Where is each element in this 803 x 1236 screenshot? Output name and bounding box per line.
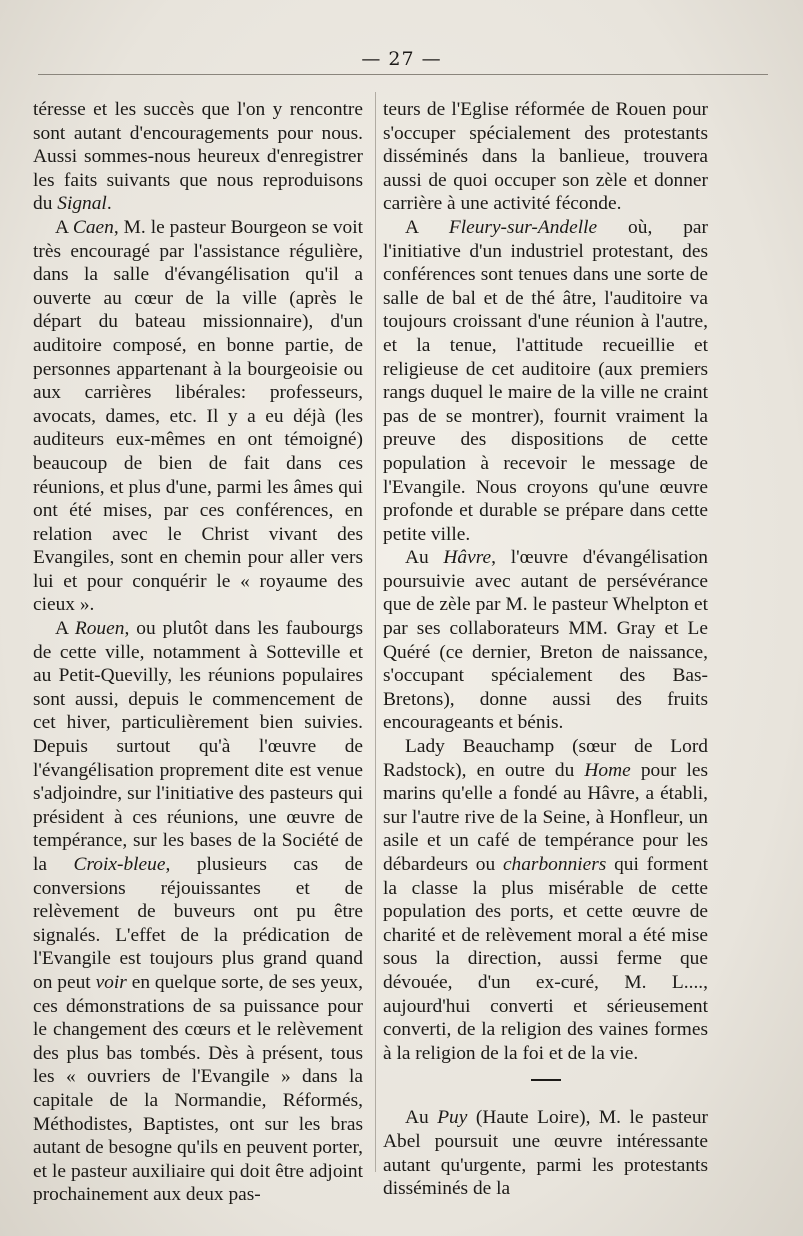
text-run: , M. le pasteur Bourgeon se voit très encouragé par l'assistance régulière, dans la salle d'évangélisation qu'il a ouverte au cœur de la ville (après le départ du bateau missionnaire), d'un auditoire composé, en bonne partie, de personnes appartenant à la bourgeoisie ou aux carrières libérales: professeurs, avocats, dames, etc. Il y a eu déjà (les auditeurs eux-mêmes en ont témoigné) beaucoup de bien de fait dans ces réunions, et plus d'une, parmi les âmes qui ont été mises, par ces conférences, en relation avec le Christ vivant des Evangiles, sont en chemin pour aller vers lui et pour conquérir le « royaume des cieux ». <box>33 216 364 616</box>
paragraph <box>383 546 708 735</box>
italic-text: Caen <box>72 216 114 238</box>
italic-text: Puy <box>437 1107 468 1129</box>
text-run: téresse et les succès que l'on y rencontre sont autant d'encouragements pour nous. Aussi sommes-nous heureux d'enregistrer les faits suivants que nous reproduisons du <box>33 99 363 215</box>
text-run: A <box>405 216 449 238</box>
text-run: pour les marins qu'elle a fondé au Hâvre, a établi, sur l'autre rive de la Seine, à Honfleur, un asile et un café de tempérance pour les débardeurs ou <box>383 759 708 875</box>
italic-text: charbonniers <box>502 854 607 875</box>
header-rule <box>38 74 768 75</box>
section-separator <box>531 1079 561 1081</box>
text-run: Lady Beauchamp (sœur de Lord Radstock), en outre du <box>383 736 708 781</box>
left-column <box>33 98 363 1207</box>
paragraph <box>383 98 708 216</box>
italic-text: Fleury-sur-Andelle <box>448 216 598 238</box>
text-run: teurs de l'Eglise réformée de Rouen pour s'occuper spécialement des protestants disséminés dans la banlieue, trouvera aussi de quoi occuper son zèle et donner carrière à une activité féconde. <box>383 99 708 215</box>
italic-text: Croix-bleue <box>73 854 166 875</box>
text-run: Au <box>405 547 444 569</box>
italic-text: Signal <box>57 193 107 215</box>
text-run: , l'œuvre d'évangélisation poursuivie avec autant de persévérance que de zèle par M. le pasteur Whelpton et par ses collaborateurs MM. Gray et Le Quéré (ce dernier, Breton de naissance, s'occupant spécialement des Bas-Bretons), donne aussi des fruits encourageants et bénis. <box>383 547 708 734</box>
text-run: . <box>106 193 112 215</box>
text-run: où, par l'initiative d'un industriel protestant, des conférences sont tenues dans une sorte de salle de bal et de thé âtre, l'auditoire va toujours croissant d'une réunion à l'autre, et la tenue, l'attitude recueillie et religieuse de cet auditoire (aux premiers rangs duquel le maire de la ville ne craint pas de se montrer), fournit vraiment la preuve des dispositions de cette population à recevoir le message de l'Evangile. Nous croyons qu'une œuvre profonde et durable se prépare dans cette petite ville. <box>383 216 708 545</box>
italic-text: Home <box>584 759 631 781</box>
paragraph <box>383 735 708 1065</box>
paragraph <box>383 1106 708 1200</box>
right-column <box>383 98 708 1201</box>
italic-text: Rouen <box>74 618 125 640</box>
paragraph <box>33 98 363 216</box>
page-number: — 27 — <box>361 48 442 70</box>
paragraph <box>33 617 363 1207</box>
text-run: A <box>55 216 73 238</box>
text-run: (Haute Loire), M. le pasteur Abel poursuit une œuvre intéressante autant qu'urgente, parmi les protestants disséminés de la <box>383 1107 708 1200</box>
paragraph <box>33 216 363 617</box>
column-divider <box>375 92 377 1172</box>
italic-text: Hâvre <box>443 547 492 569</box>
paragraph <box>383 216 708 546</box>
text-run: en quelque sorte, de ses yeux, ces démonstrations de sa puissance pour le changement des cœurs et le relèvement des plus bas tombés. Dès à présent, tous les « ouvriers de l'Evangile » dans la capitale de la Normandie, Réformés, Méthodistes, Baptistes, ont sur les bras autant de besogne qu'ils en peuvent porter, et le pasteur auxiliaire qui doit être adjoint prochainement aux deux pas- <box>33 971 363 1206</box>
text-run: A <box>55 618 75 640</box>
italic-text: voir <box>95 971 127 993</box>
text-run: qui forment la classe la plus misérable de cette population des ports, et cette œuvre de charité et de relèvement moral a été mise sous la direction, aussi ferme que dévouée, d'un ex-curé, M. L...., aujourd'hui converti et sérieusement converti, de la religion des vaines formes à la religion de la foi et de la vie. <box>383 854 708 1064</box>
text-run: , plusieurs cas de conversions réjouissantes et de relèvement de buveurs ont pu être signalés. L'effet de la prédication de l'Evangile est toujours plus grand quand on peut <box>33 854 364 993</box>
text-run: Au <box>405 1107 438 1129</box>
text-run: , ou plutôt dans les faubourgs de cette ville, notamment à Sotteville et au Petit-Quevilly, les réunions populaires sont aussi, depuis le commencement de cet hiver, particulièrement bien suivies. Depuis surtout qu'à l'œuvre de l'évangélisation proprement dite est venue s'adjoindre, sur l'initiative des pasteurs qui président à ces réunions, une œuvre de tempérance, sur les bases de la Société de la <box>33 618 363 875</box>
